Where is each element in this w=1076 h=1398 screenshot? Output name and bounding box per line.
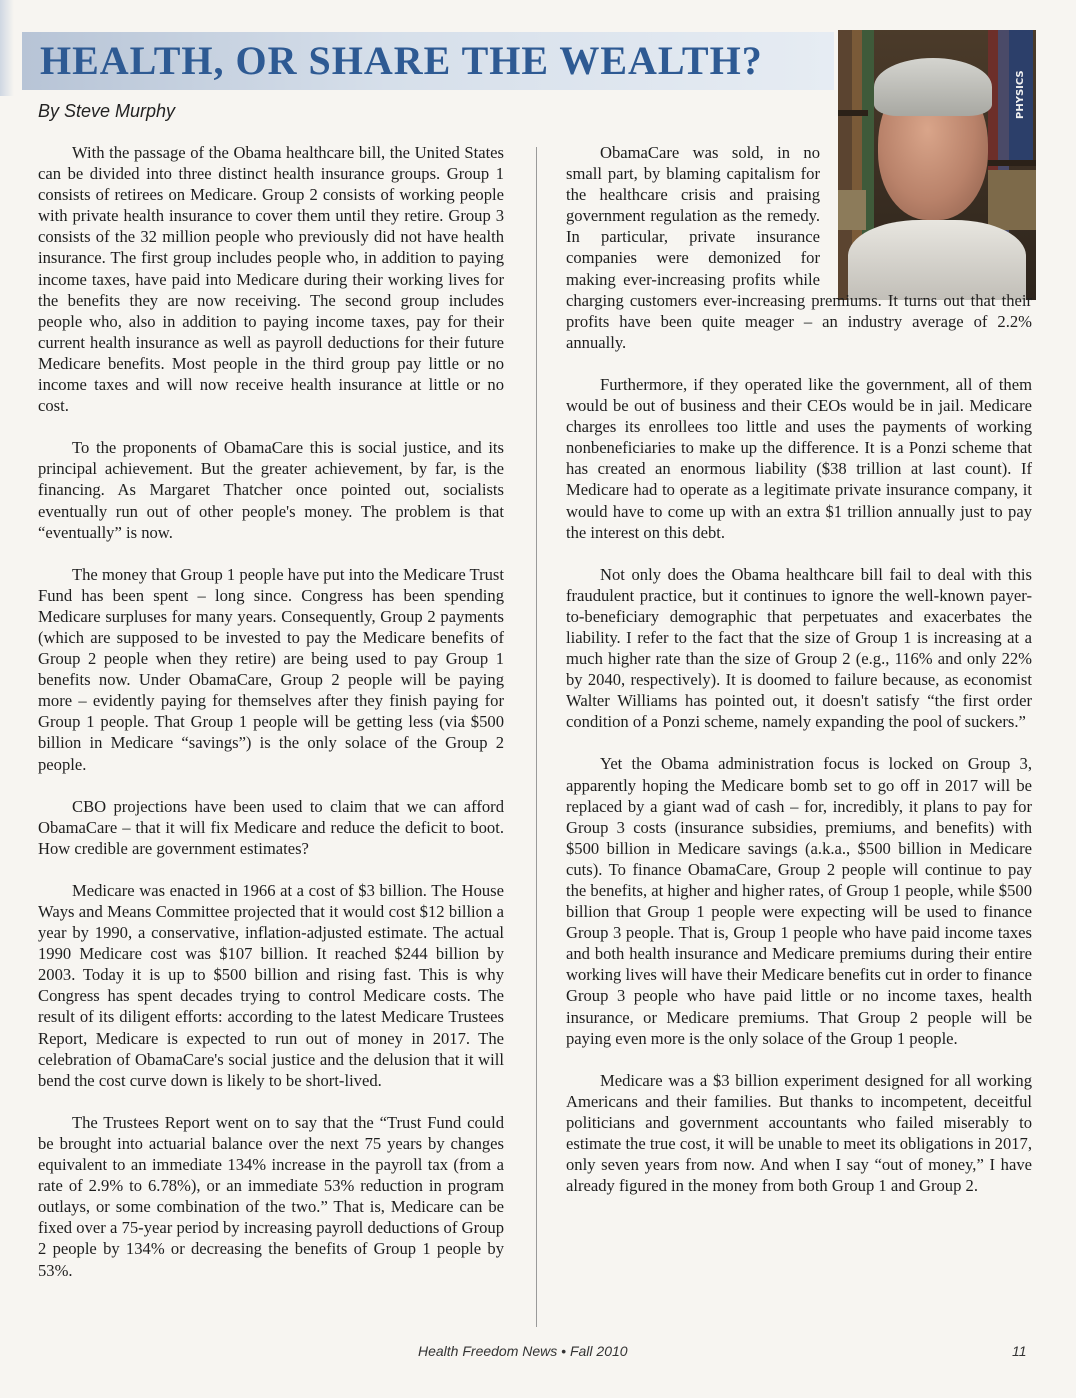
right-paragraph-2: Furthermore, if they operated like the government, all of them would be out of business and their CEOs would be in jail. Medicare charges its enrollees too little and uses the payments of working nonbeneficiaries to make up the difference. It is a Ponzi scheme that has created an enormous liability ($38 trillion at last count). If Medicare had to operate as a legitimate private insurance company, it would have to come up with an extra $1 trillion annually just to pay the interest on this debt. [566, 374, 1032, 542]
column-divider [536, 147, 537, 1327]
photo-float-spacer [820, 130, 1032, 282]
right-paragraph-1: ObamaCare was sold, in no small part, by blaming capitalism for the healthcare crisis and praising government regulation as the remedy. In particular, private insurance companies were demonized for making ever-increasing profits while charging customers ever-increasing premiums. It turns out that their profits have been quite meager – an industry average of 2.2% annually. [566, 142, 1032, 353]
right-paragraph-5: Medicare was a $3 billion experiment designed for all working Americans and their families. But thanks to incompetent, deceitful politicians and government accountants who failed miserably to estimate the true cost, it will be unable to meet its obligations in 2017, only seven years from now. And when I say “out of money,” I have already figured in the money from both Group 1 and Group 2. [566, 1070, 1032, 1196]
right-paragraph-4: Yet the Obama administration focus is locked on Group 3, apparently hoping the Medicare bomb set to go off in 2017 will be replaced by a giant wad of cash – for, incredibly, it plans to pay for Group 3 costs (insurance subsidies, premiums, and benefits) with $500 billion in Medicare savings (a.k.a., $500 billion in Medicare cuts). To finance ObamaCare, Group 2 people will continue to pay the benefits, at higher and higher rates, of Group 1 people, while $500 billion that Group 1 people were expecting will be used to finance Group 3 people. That is, Group 1 people who have paid income taxes and both health insurance and Medicare premiums during their entire working lives will have their Medicare benefits cut in order to finance Group 3 people who have paid little or no income taxes, health insurance, or Medicare premiums. That Group 2 people will be paying even more is the only solace of the Group 1 people. [566, 754, 1032, 1048]
left-paragraph-5: Medicare was enacted in 1966 at a cost of $3 billion. The House Ways and Means Committee projected that it would cost $12 billion a year by 1990, a conservative, inflation-adjusted estimate. The actual 1990 Medicare cost was $107 billion. It reached $244 billion by 2003. Today it is up to $500 billion and rising fast. This is why Congress has spent decades trying to control Medicare costs. The result of its diligent efforts: according to the latest Medicare Trustees Report, Medicare is expected to run out of money in 2017. The celebration of ObamaCare's social justice and the delusion that it will bend the cost curve down is likely to be short-lived. [38, 880, 504, 1090]
book-spine-physics: PHYSICS [1009, 30, 1033, 160]
page-edge-shadow [0, 0, 14, 96]
left-paragraph-3: The money that Group 1 people have put into the Medicare Trust Fund has been spent – long since. Congress has been spending Medicare surpluses for many years. Consequently, Group 2 payments (which are supposed to be invested to pay the Medicare benefits of Group 2 people when they retire) are being used to pay Group 1 benefits now. Under ObamaCare, Group 2 people will be paying more – evidently paying for themselves after they finish paying for Group 1 people. That Group 1 people will be getting less (via $500 billion in Medicare “savings”) is the only solace of the Group 2 people. [38, 564, 504, 774]
right-paragraph-3: Not only does the Obama healthcare bill fail to deal with this fraudulent practice, but it continues to ignore the well-known payer-to-beneficiary demographic that perpetuates and exacerbates the liability. I refer to the fact that the size of Group 1 is increasing at a much higher rate than the size of Group 2 (e.g., 116% and only 22% by 2040, respectively). It is doomed to failure because, as economist Walter Williams has pointed out, it doesn't satisfy “the first order condition of a Ponzi scheme, namely expanding the pool of suckers.” [566, 564, 1032, 732]
page-number: 11 [1012, 1343, 1027, 1359]
article-title: HEALTH, OR SHARE THE WEALTH? [40, 38, 763, 83]
left-paragraph-4: CBO projections have been used to claim that we can afford ObamaCare – that it will fix Medicare and reduce the deficit to boot. How credible are government estimates? [38, 796, 504, 858]
left-paragraph-1: With the passage of the Obama healthcare bill, the United States can be divided into three distinct health insurance groups. Group 1 consists of retirees on Medicare. Group 2 consists of working people with private health insurance to cover them until they retire. Group 3 consists of the 32 million people who previously did not have health insurance. The first group includes people who, in addition to paying income taxes, have paid into Medicare during their working lives for the benefits they are now receiving. The second group includes people who, also in addition to paying income taxes, pay for their current health insurance as well as payroll deductions for their future Medicare benefits. Most people in the third group pay little or no income taxes and will now receive health insurance at little or no cost. [38, 143, 504, 416]
left-paragraph-2: To the proponents of ObamaCare this is social justice, and its principal achievement. But the greater achievement, by far, is the financing. As Margaret Thatcher once pointed out, socialists eventually run out of other people's money. The problem is that “eventually” is now. [38, 438, 504, 542]
magazine-issue: Health Freedom News • Fall 2010 [418, 1343, 628, 1359]
article-byline: By Steve Murphy [38, 101, 176, 121]
right-column [566, 142, 1032, 1217]
author-hair [874, 58, 992, 116]
left-column [38, 142, 504, 1302]
left-paragraph-6: The Trustees Report went on to say that the “Trust Fund could be brought into actuarial balance over the next 75 years by changes equivalent to an immediate 134% increase in the payroll tax (from a rate of 2.9% to 6.78%), or an immediate 53% reduction in program outlays, or some combination of the two.” That is, Medicare can be fixed over a 75-year period by increasing payroll deductions of Group 2 people by 134% or decreasing the benefits of Group 1 people by 53%. [38, 1112, 504, 1280]
